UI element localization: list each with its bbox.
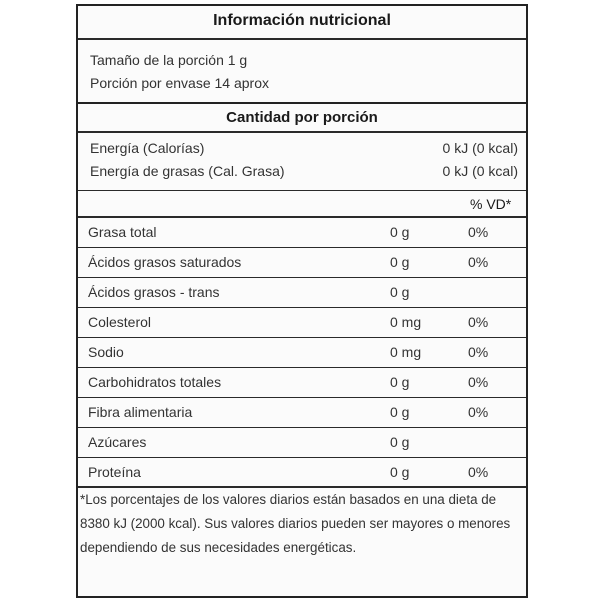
daily-value-footnote: *Los porcentajes de los valores diarios están basados en una dieta de 8380 kJ (2000 kcal). Sus valores diarios pueden ser mayores o menores dependiendo de sus necesidades energéticas.: [80, 492, 511, 555]
nutrient-name: Proteína: [88, 464, 141, 480]
nutrient-daily-value: 0%: [468, 464, 489, 480]
nutrient-daily-value: 0%: [468, 254, 489, 270]
nutrient-name: Sodio: [88, 344, 124, 360]
energy-value: 0 kJ (0 kcal): [442, 140, 518, 156]
energy-row: [90, 140, 518, 156]
nutrient-daily-value: 0%: [468, 224, 489, 240]
nutrient-name: Carbohidratos totales: [88, 374, 222, 390]
nutrient-amount: 0 g: [390, 404, 410, 420]
fat-energy-value: 0 kJ (0 kcal): [442, 163, 518, 179]
nutrient-daily-value: 0%: [468, 344, 489, 360]
section-title: Cantidad por porción: [78, 102, 526, 133]
nutrition-facts-label: [76, 4, 528, 598]
nutrient-row: [78, 338, 526, 368]
nutrient-row: [78, 308, 526, 338]
nutrient-name: Grasa total: [88, 224, 157, 240]
nutrient-amount: 0 g: [390, 254, 410, 270]
nutrient-name: Colesterol: [88, 314, 152, 330]
nutrient-amount: 0 g: [390, 374, 410, 390]
energy-label: Energía (Calorías): [90, 140, 205, 156]
fat-energy-label: Energía de grasas (Cal. Grasa): [90, 163, 285, 179]
nutrient-row: [78, 398, 526, 428]
serving-info: [78, 40, 526, 102]
nutrient-row: [78, 368, 526, 398]
serving-size: Tamaño de la porción 1 g: [90, 52, 248, 68]
nutrient-row: [78, 458, 526, 488]
nutrient-amount: 0 g: [390, 284, 410, 300]
nutrient-row: [78, 278, 526, 308]
fat-energy-row: [90, 163, 518, 179]
nutrient-name: Ácidos grasos saturados: [88, 254, 242, 270]
nutrient-row: [78, 428, 526, 458]
nutrient-daily-value: 0%: [468, 404, 489, 420]
nutrient-daily-value: 0%: [468, 374, 489, 390]
nutrient-name: Azúcares: [88, 434, 147, 450]
servings-per-container: Porción por envase 14 aprox: [90, 75, 269, 91]
nutrient-name: Ácidos grasos - trans: [88, 284, 220, 300]
nutrient-row: [78, 218, 526, 248]
nutrient-amount: 0 mg: [390, 314, 422, 330]
nutrient-amount: 0 g: [390, 224, 410, 240]
nutrient-amount: 0 g: [390, 434, 410, 450]
nutrient-amount: 0 mg: [390, 344, 422, 360]
daily-value-header: [78, 190, 526, 218]
nutrient-daily-value: 0%: [468, 314, 489, 330]
label-title: Información nutricional: [78, 6, 526, 40]
nutrient-row: [78, 248, 526, 278]
nutrient-name: Fibra alimentaria: [88, 404, 193, 420]
energy-block: [78, 133, 526, 190]
nutrient-amount: 0 g: [390, 464, 410, 480]
daily-value-header-label: % VD*: [470, 196, 512, 212]
